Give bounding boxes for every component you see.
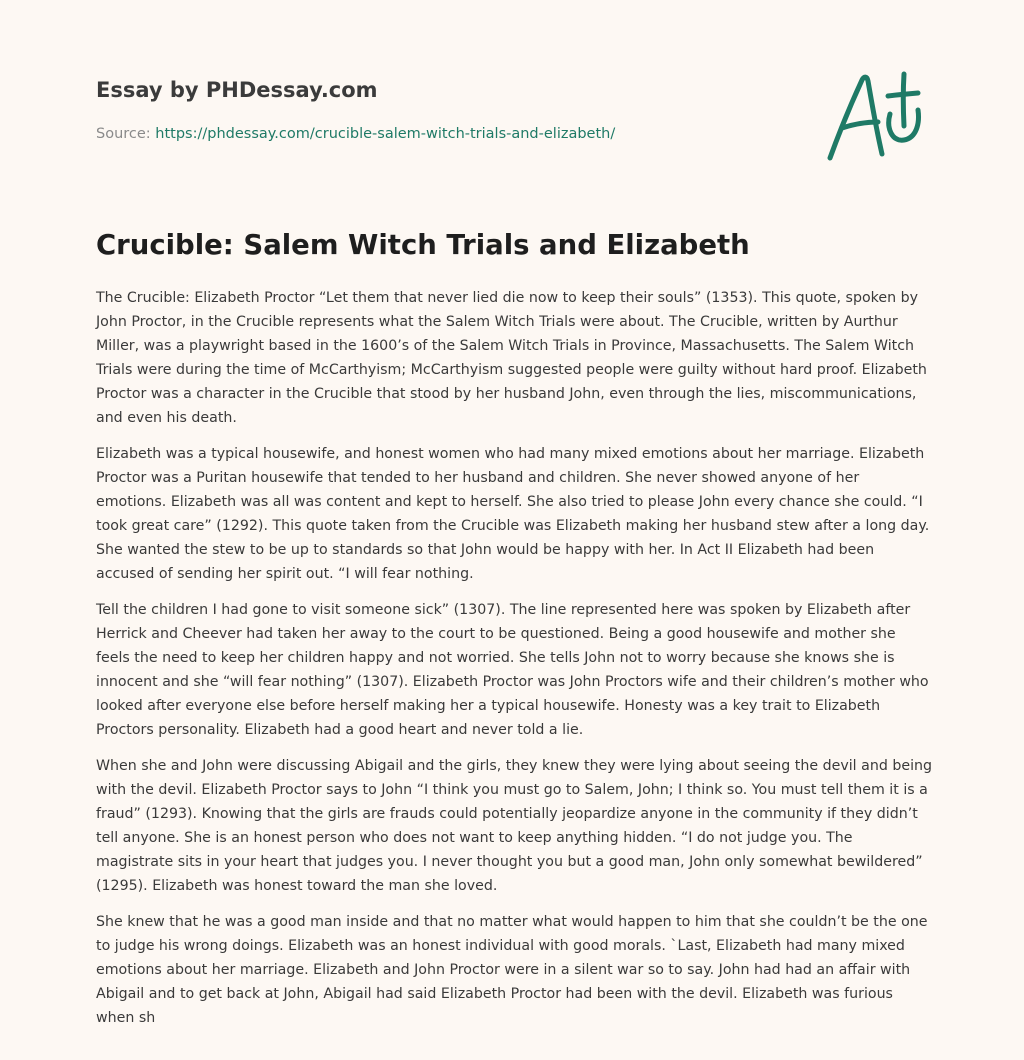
essay-body [96,286,932,1042]
paragraph: She knew that he was a good man inside and that no matter what would happen to him that she couldn’t be the one to judge his wrong doings. Elizabeth was an honest individual with good morals. `Last, Elizabeth had many mixed emotions about her marriage. Elizabeth and John Proctor were in a silent war so to say. John had had an affair with Abigail and to get back at John, Abigail had said Elizabeth Proctor had been with the devil. Elizabeth was furious when sh [96,914,928,1026]
source-label: Source: [96,126,156,142]
document-header [96,76,796,144]
source-line [96,124,796,144]
site-title: Essay by PHDessay.com [96,78,378,102]
source-link[interactable]: https://phdessay.com/crucible-salem-witch-trials-and-elizabeth/ [155,126,616,142]
paragraph: Tell the children I had gone to visit someone sick” (1307). The line represented here was spoken by Elizabeth after Herrick and Cheever had taken her away to the court to be questioned. Being a good housewife and mother she feels the need to keep her children happy and not worried. She tells John not to worry because she knows she is innocent and she “will fear nothing” (1307). Elizabeth Proctor was John Proctors wife and their children’s mother who looked after everyone else before herself making her a typical housewife. Honesty was a key trait to Elizabeth Proctors personality. Elizabeth had a good heart and never told a lie. [96,602,929,738]
paragraph: Elizabeth was a typical housewife, and honest women who had many mixed emotions about her marriage. Elizabeth Proctor was a Puritan housewife that tended to her husband and children. She never showed anyone of her emotions. Elizabeth was all was content and kept to herself. She also tried to please John every chance she could. “I took great care” (1292). This quote taken from the Crucible was Elizabeth making her husband stew after a long day. She wanted the stew to be up to standards so that John would be happy with her. In Act II Elizabeth had been accused of sending her spirit out. “I will fear nothing. [96,446,930,582]
paragraph: When she and John were discussing Abigail and the girls, they knew they were lying about seeing the devil and being with the devil. Elizabeth Proctor says to John “I think you must go to Salem, John; I think so. You must tell them it is a fraud” (1293). Knowing that the girls are frauds could potentially jeopardize anyone in the community if they didn’t tell anyone. She is an honest person who does not want to keep anything hidden. “I do not judge you. The magistrate sits in your heart that judges you. I never thought you but a good man, John only somewhat bewildered” (1295). Elizabeth was honest toward the man she loved. [96,758,933,894]
document-title: Crucible: Salem Witch Trials and Elizabeth [96,229,750,261]
a-plus-grade-logo-icon [820,66,930,166]
paragraph: The Crucible: Elizabeth Proctor “Let them that never lied die now to keep their souls” (1353). This quote, spoken by John Proctor, in the Crucible represents what the Salem Witch Trials were about. The Crucible, written by Aurthur Miller, was a playwright based in the 1600’s of the Salem Witch Trials in Province, Massachusetts. The Salem Witch Trials were during the time of McCarthyism; McCarthyism suggested people were guilty without hard proof. Elizabeth Proctor was a character in the Crucible that stood by her husband John, even through the lies, miscommunications, and even his death. [96,290,927,426]
